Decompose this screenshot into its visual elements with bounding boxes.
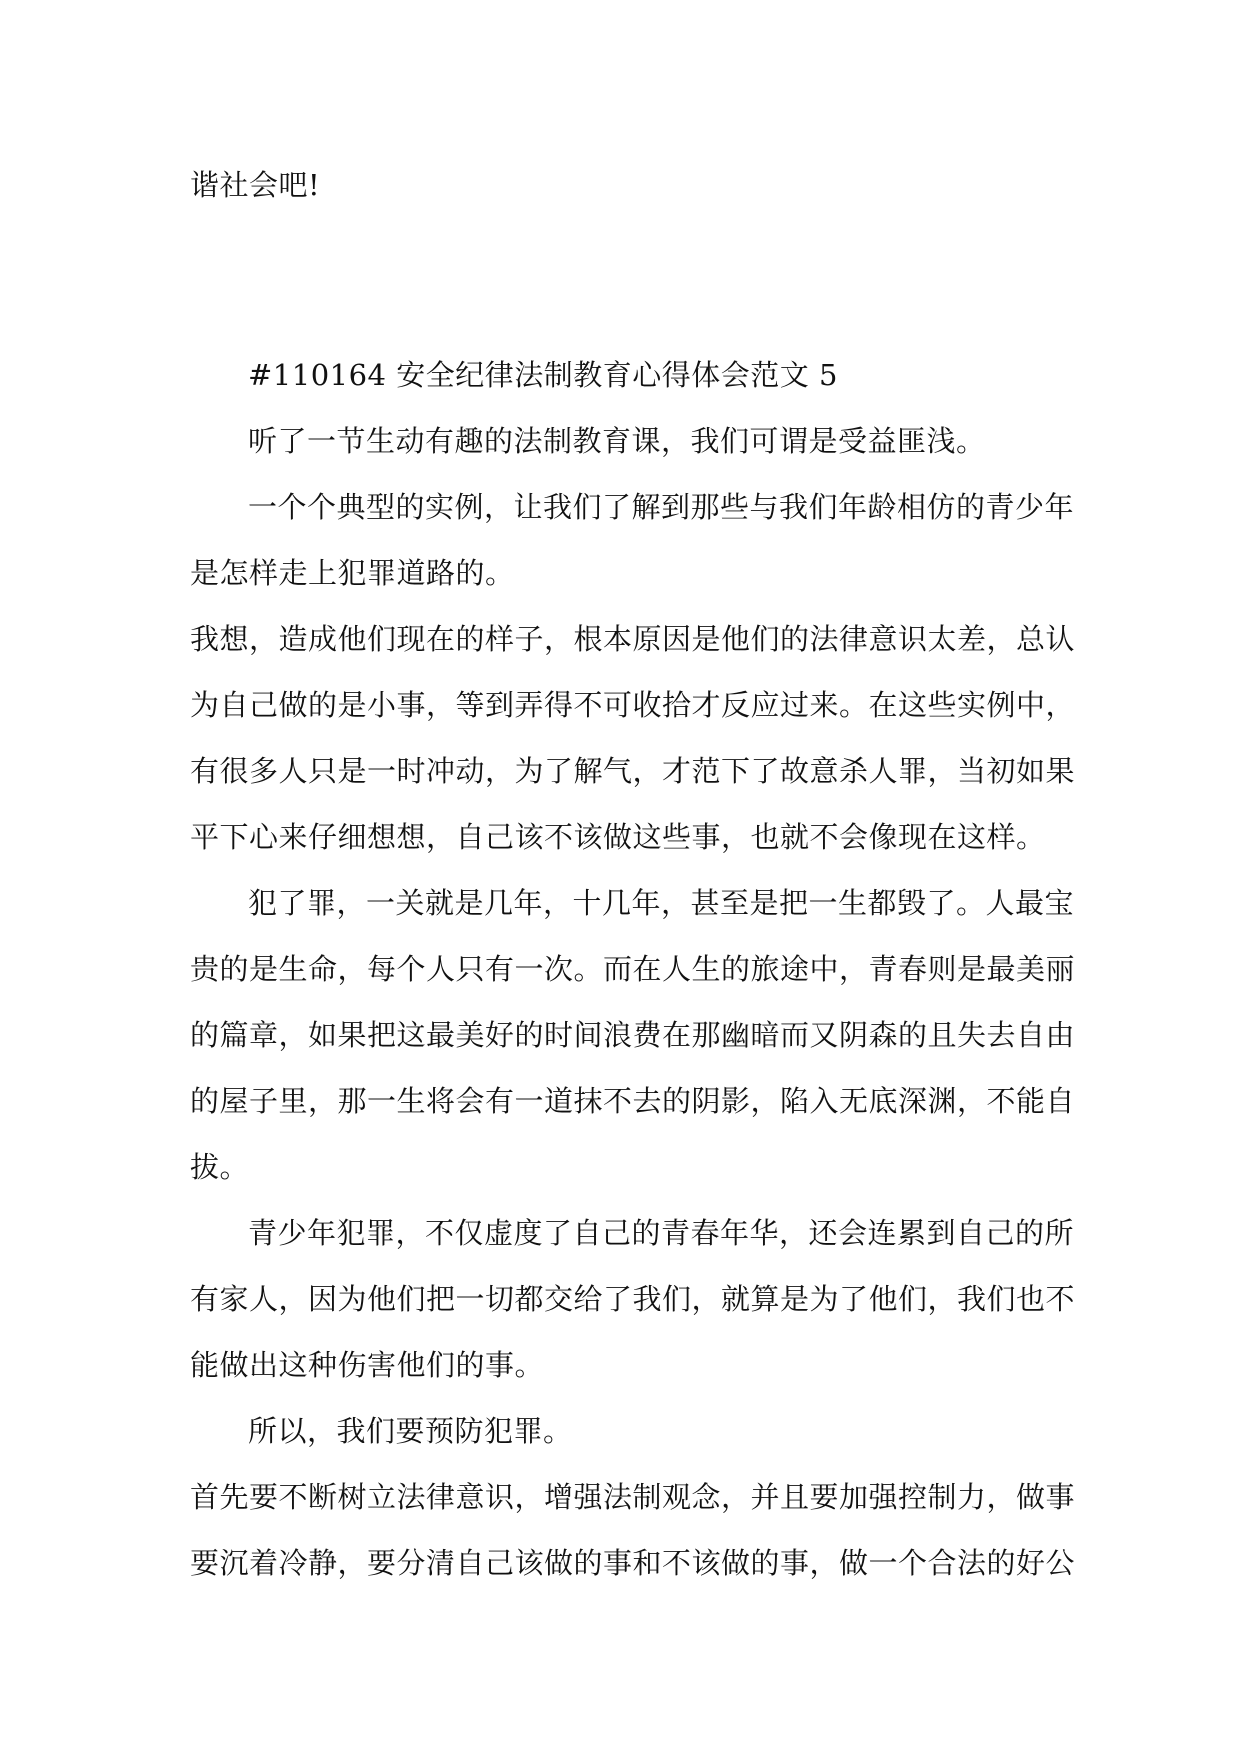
- text-line: 为自己做的是小事，等到弄得不可收拾才反应过来。在这些实例中，: [190, 688, 1076, 722]
- text-line: 的篇章，如果把这最美好的时间浪费在那幽暗而又阴森的且失去自由: [190, 1018, 1076, 1052]
- text-line: 要沉着冷静，要分清自己该做的事和不该做的事，做一个合法的好公: [190, 1546, 1076, 1580]
- text-line: 听了一节生动有趣的法制教育课，我们可谓是受益匪浅。: [248, 424, 986, 458]
- text-line: 所以，我们要预防犯罪。: [248, 1414, 573, 1448]
- text-line: 贵的是生命，每个人只有一次。而在人生的旅途中，青春则是最美丽: [190, 952, 1076, 986]
- text-line: 拔。: [190, 1150, 250, 1184]
- text-line: 青少年犯罪，不仅虚度了自己的青春年华，还会连累到自己的所: [248, 1216, 1075, 1250]
- text-line: 犯了罪，一关就是几年，十几年，甚至是把一生都毁了。人最宝: [248, 886, 1075, 920]
- text-line: 首先要不断树立法律意识，增强法制观念，并且要加强控制力，做事: [190, 1480, 1076, 1514]
- text-line: 有很多人只是一时冲动，为了解气，才范下了故意杀人罪，当初如果: [190, 754, 1076, 788]
- text-line: 有家人，因为他们把一切都交给了我们，就算是为了他们，我们也不: [190, 1282, 1076, 1316]
- text-line: 的屋子里，那一生将会有一道抹不去的阴影，陷入无底深渊，不能自: [190, 1084, 1076, 1118]
- text-line: 一个个典型的实例，让我们了解到那些与我们年龄相仿的青少年: [248, 490, 1075, 524]
- text-line: 我想，造成他们现在的样子，根本原因是他们的法律意识太差，总认: [190, 622, 1076, 656]
- text-line: 是怎样走上犯罪道路的。: [190, 556, 515, 590]
- text-line: 谐社会吧!: [190, 168, 321, 202]
- text-line: 能做出这种伤害他们的事。: [190, 1348, 545, 1382]
- section-heading: #110164 安全纪律法制教育心得体会范文 5: [248, 358, 838, 392]
- text-line: 平下心来仔细想想，自己该不该做这些事，也就不会像现在这样。: [190, 820, 1046, 854]
